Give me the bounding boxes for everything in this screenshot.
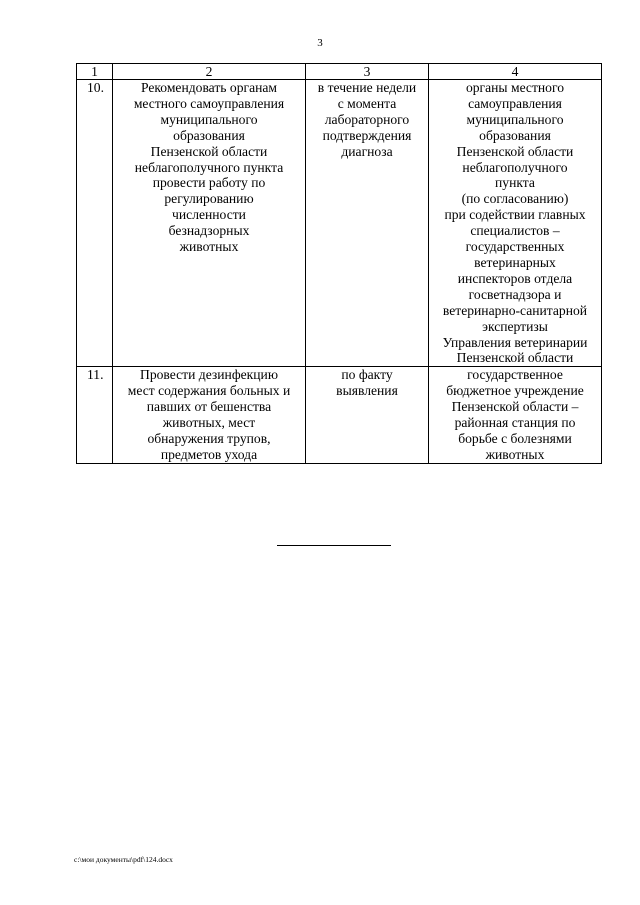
cell-line: Управления ветеринарии <box>442 334 588 350</box>
cell-line: Провести дезинфекцию <box>140 367 278 383</box>
cell-line: мест содержания больных и <box>127 383 291 399</box>
cell-line: по факту <box>341 367 393 383</box>
cell-line: пункта <box>495 175 535 191</box>
cell-line: госветнадзора и <box>468 286 562 302</box>
cell-line: Пензенской области <box>150 143 268 159</box>
cell-line: местного самоуправления <box>133 95 285 111</box>
table-header-row <box>77 64 602 80</box>
responsible-cell <box>429 80 602 367</box>
cell-line: Пензенской области <box>456 143 574 159</box>
cell-line: подтверждения <box>322 127 412 143</box>
cell-line: выявления <box>336 383 398 399</box>
cell-line: бюджетное учреждение <box>446 383 584 399</box>
cell-line: ветеринарных <box>474 254 556 270</box>
cell-line: борьбе с болезнями <box>458 430 572 446</box>
header-cell-4: 4 <box>429 64 602 80</box>
cell-line: муниципального <box>160 111 258 127</box>
cell-line: животных <box>485 446 545 462</box>
header-cell-1: 1 <box>77 64 113 80</box>
cell-line: ветеринарно-санитарной <box>442 302 588 318</box>
table-row <box>77 367 602 463</box>
row-number: 11. <box>77 367 113 463</box>
cell-line: Рекомендовать органам <box>140 80 278 95</box>
cell-line: государственных <box>465 239 565 255</box>
cell-line: животных <box>179 239 239 255</box>
end-divider <box>277 545 391 546</box>
cell-line: Пензенской области <box>456 350 574 366</box>
cell-line: органы местного <box>465 80 565 95</box>
cell-line: безнадзорных <box>168 223 250 239</box>
cell-line: муниципального <box>466 111 564 127</box>
cell-line: провести работу по <box>152 175 266 191</box>
cell-line: численности <box>172 207 246 223</box>
cell-line: лабораторного <box>324 111 410 127</box>
cell-line: павших от бешенства <box>146 399 272 415</box>
action-cell <box>113 80 306 367</box>
measures-table <box>76 63 602 464</box>
term-cell <box>306 367 429 463</box>
row-number: 10. <box>77 80 113 367</box>
action-cell <box>113 367 306 463</box>
cell-line: с момента <box>337 95 397 111</box>
cell-line: животных, мест <box>162 415 256 431</box>
cell-line: экспертизы <box>482 318 548 334</box>
cell-line: диагноза <box>341 143 393 159</box>
cell-line: обнаружения трупов, <box>147 430 271 446</box>
header-cell-2: 2 <box>113 64 306 80</box>
cell-line: (по согласованию) <box>461 191 569 207</box>
cell-line: Пензенской области – <box>451 399 579 415</box>
cell-line: районная станция по <box>454 415 576 431</box>
cell-line: самоуправления <box>468 95 562 111</box>
page-number: 3 <box>317 37 323 49</box>
cell-line: предметов ухода <box>160 446 258 462</box>
cell-line: образования <box>173 127 245 143</box>
cell-line: специалистов – <box>470 223 560 239</box>
header-cell-3: 3 <box>306 64 429 80</box>
cell-line: неблагополучного пункта <box>134 159 284 175</box>
term-cell <box>306 80 429 367</box>
table-row <box>77 80 602 367</box>
cell-line: государственное <box>467 367 563 383</box>
cell-line: неблагополучного <box>462 159 568 175</box>
cell-line: образования <box>479 127 551 143</box>
file-path-footer: c:\мои документы\pdf\124.docx <box>74 855 173 864</box>
cell-line: инспекторов отдела <box>457 270 573 286</box>
responsible-cell <box>429 367 602 463</box>
cell-line: в течение недели <box>317 80 417 95</box>
cell-line: при содействии главных <box>444 207 586 223</box>
cell-line: регулированию <box>164 191 254 207</box>
